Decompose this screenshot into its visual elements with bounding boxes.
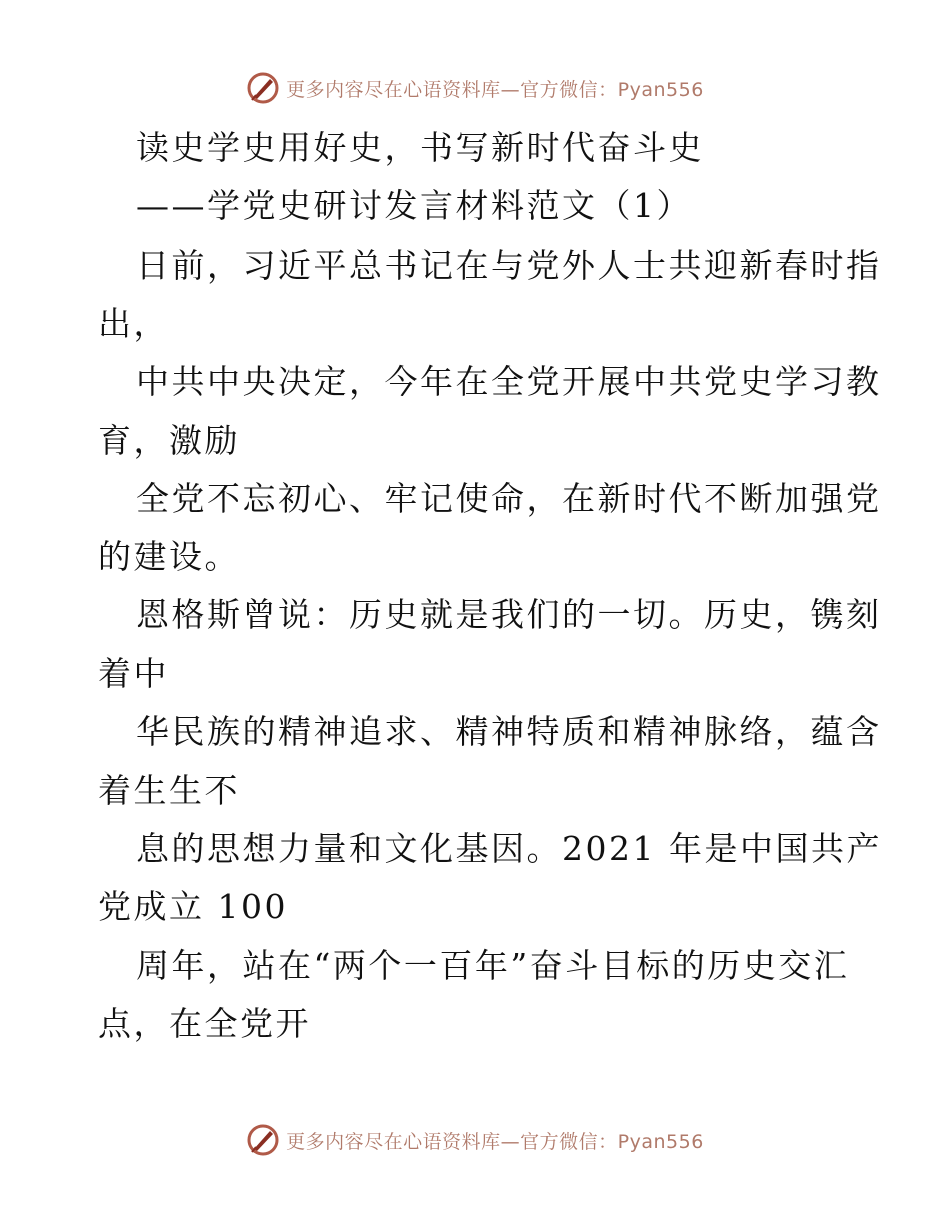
paragraph-line: 日前，习近平总书记在与党外人士共迎新春时指 [136, 246, 882, 285]
banner-text: 更多内容尽在心语资料库—官方微信：Pyan556 [286, 1130, 704, 1153]
document-title: 读史学史用好史，书写新时代奋斗史 [136, 128, 704, 167]
paragraph-line: 全党不忘初心、牢记使命，在新时代不断加强党 [136, 479, 882, 518]
banner-text: 更多内容尽在心语资料库—官方微信：Pyan556 [286, 78, 704, 101]
paragraph-line: 中共中央决定，今年在全党开展中共党史学习教 [136, 362, 882, 401]
paragraph-line: 周年，站在“两个一百年”奋斗目标的历史交汇 [136, 946, 850, 985]
paragraph-line: 息的思想力量和文化基因。2021 年是中国共产 [136, 829, 882, 868]
paragraph-line: 育，激励 [98, 421, 240, 460]
header-banner [0, 68, 950, 108]
paragraph-line: 华民族的精神追求、精神特质和精神脉络，蕴含 [136, 712, 882, 751]
paragraph-line: 的建设。 [98, 537, 240, 576]
paragraph-line: 着生生不 [98, 771, 240, 810]
footer-banner [0, 1120, 950, 1160]
feather-pen-logo-icon [246, 1123, 280, 1157]
paragraph-line: 党成立 100 [98, 887, 288, 926]
paragraph-line: 恩格斯曾说：历史就是我们的一切。历史，镌刻 [136, 595, 882, 634]
document-subtitle: ——学党史研讨发言材料范文（1） [136, 186, 692, 225]
paragraph-line: 点，在全党开 [98, 1004, 311, 1043]
paragraph-line: 着中 [98, 654, 169, 693]
paragraph-line: 出， [98, 304, 169, 343]
feather-pen-logo-icon [246, 71, 280, 105]
